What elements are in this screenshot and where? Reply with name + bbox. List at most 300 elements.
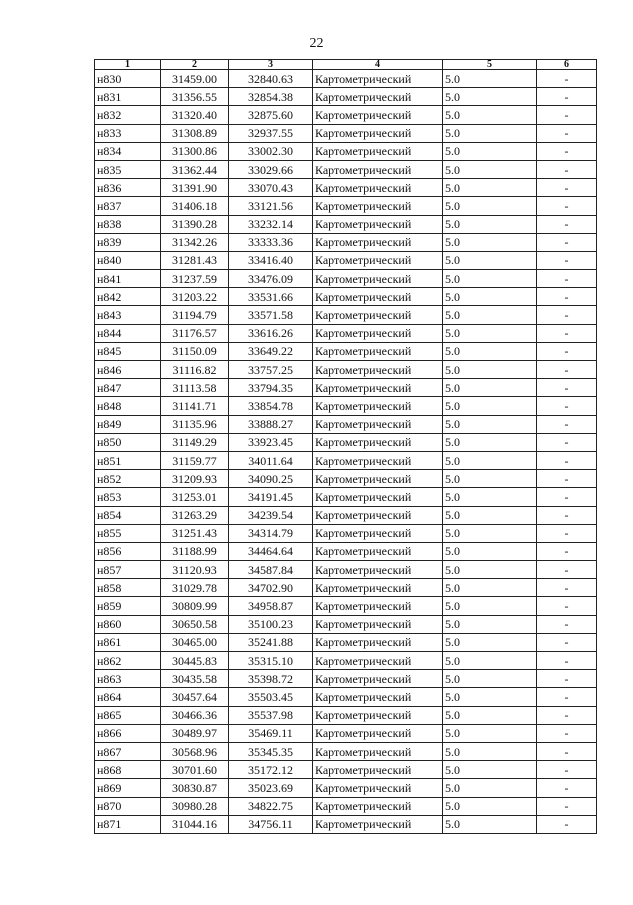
description-cell: - (537, 88, 597, 106)
description-cell: - (537, 815, 597, 833)
method-cell: Картометрический (313, 342, 443, 360)
accuracy-cell: 5.0 (443, 488, 537, 506)
description-cell: - (537, 542, 597, 560)
table-row (95, 70, 597, 88)
y-coordinate-cell: 32840.63 (229, 70, 313, 88)
table-row (95, 270, 597, 288)
description-cell: - (537, 615, 597, 633)
description-cell: - (537, 579, 597, 597)
table-row (95, 251, 597, 269)
description-cell: - (537, 652, 597, 670)
method-cell: Картометрический (313, 306, 443, 324)
table-row (95, 561, 597, 579)
y-coordinate-cell: 32875.60 (229, 106, 313, 124)
description-cell: - (537, 306, 597, 324)
x-coordinate-cell: 31150.09 (161, 342, 229, 360)
description-cell: - (537, 124, 597, 142)
x-coordinate-cell: 30445.83 (161, 652, 229, 670)
point-name-cell: н836 (95, 179, 161, 197)
point-name-cell: н854 (95, 506, 161, 524)
point-name-cell: н837 (95, 197, 161, 215)
y-coordinate-cell: 33121.56 (229, 197, 313, 215)
table-body (95, 70, 597, 834)
accuracy-cell: 5.0 (443, 270, 537, 288)
table-row (95, 815, 597, 833)
x-coordinate-cell: 30980.28 (161, 797, 229, 815)
x-coordinate-cell: 31135.96 (161, 415, 229, 433)
y-coordinate-cell: 34464.64 (229, 542, 313, 560)
accuracy-cell: 5.0 (443, 415, 537, 433)
table-header (95, 60, 597, 70)
y-coordinate-cell: 34011.64 (229, 451, 313, 469)
method-cell: Картометрический (313, 451, 443, 469)
method-cell: Картометрический (313, 688, 443, 706)
method-cell: Картометрический (313, 70, 443, 88)
table-row (95, 88, 597, 106)
x-coordinate-cell: 30650.58 (161, 615, 229, 633)
description-cell: - (537, 142, 597, 160)
accuracy-cell: 5.0 (443, 342, 537, 360)
y-coordinate-cell: 32937.55 (229, 124, 313, 142)
point-name-cell: н832 (95, 106, 161, 124)
x-coordinate-cell: 31251.43 (161, 524, 229, 542)
method-cell: Картометрический (313, 415, 443, 433)
x-coordinate-cell: 30457.64 (161, 688, 229, 706)
method-cell: Картометрический (313, 670, 443, 688)
x-coordinate-cell: 31149.29 (161, 433, 229, 451)
y-coordinate-cell: 35469.11 (229, 724, 313, 742)
point-name-cell: н843 (95, 306, 161, 324)
y-coordinate-cell: 35537.98 (229, 706, 313, 724)
table-row (95, 488, 597, 506)
point-name-cell: н850 (95, 433, 161, 451)
y-coordinate-cell: 32854.38 (229, 88, 313, 106)
description-cell: - (537, 70, 597, 88)
y-coordinate-cell: 35172.12 (229, 761, 313, 779)
point-name-cell: н848 (95, 397, 161, 415)
y-coordinate-cell: 33531.66 (229, 288, 313, 306)
table-row (95, 688, 597, 706)
description-cell: - (537, 397, 597, 415)
method-cell: Картометрический (313, 251, 443, 269)
method-cell: Картометрический (313, 506, 443, 524)
description-cell: - (537, 106, 597, 124)
method-cell: Картометрический (313, 561, 443, 579)
y-coordinate-cell: 33888.27 (229, 415, 313, 433)
description-cell: - (537, 524, 597, 542)
x-coordinate-cell: 31194.79 (161, 306, 229, 324)
y-coordinate-cell: 33416.40 (229, 251, 313, 269)
x-coordinate-cell: 31356.55 (161, 88, 229, 106)
x-coordinate-cell: 31281.43 (161, 251, 229, 269)
accuracy-cell: 5.0 (443, 724, 537, 742)
x-coordinate-cell: 31113.58 (161, 379, 229, 397)
method-cell: Картометрический (313, 524, 443, 542)
y-coordinate-cell: 33070.43 (229, 179, 313, 197)
accuracy-cell: 5.0 (443, 706, 537, 724)
table-row (95, 597, 597, 615)
y-coordinate-cell: 35315.10 (229, 652, 313, 670)
method-cell: Картометрический (313, 288, 443, 306)
y-coordinate-cell: 34702.90 (229, 579, 313, 597)
point-name-cell: н869 (95, 779, 161, 797)
description-cell: - (537, 215, 597, 233)
method-cell: Картометрический (313, 542, 443, 560)
x-coordinate-cell: 31263.29 (161, 506, 229, 524)
x-coordinate-cell: 31159.77 (161, 451, 229, 469)
y-coordinate-cell: 35241.88 (229, 633, 313, 651)
point-name-cell: н852 (95, 470, 161, 488)
accuracy-cell: 5.0 (443, 70, 537, 88)
point-name-cell: н842 (95, 288, 161, 306)
accuracy-cell: 5.0 (443, 306, 537, 324)
method-cell: Картометрический (313, 124, 443, 142)
point-name-cell: н838 (95, 215, 161, 233)
table-row (95, 288, 597, 306)
y-coordinate-cell: 33854.78 (229, 397, 313, 415)
table-row (95, 124, 597, 142)
point-name-cell: н863 (95, 670, 161, 688)
y-coordinate-cell: 35023.69 (229, 779, 313, 797)
header-cell: 6 (537, 60, 597, 70)
accuracy-cell: 5.0 (443, 233, 537, 251)
accuracy-cell: 5.0 (443, 361, 537, 379)
y-coordinate-cell: 33333.36 (229, 233, 313, 251)
description-cell: - (537, 233, 597, 251)
description-cell: - (537, 179, 597, 197)
point-name-cell: н856 (95, 542, 161, 560)
table-row (95, 415, 597, 433)
method-cell: Картометрический (313, 706, 443, 724)
header-cell: 4 (313, 60, 443, 70)
coordinates-table (94, 59, 597, 834)
method-cell: Картометрический (313, 106, 443, 124)
accuracy-cell: 5.0 (443, 761, 537, 779)
method-cell: Картометрический (313, 779, 443, 797)
x-coordinate-cell: 31209.93 (161, 470, 229, 488)
accuracy-cell: 5.0 (443, 579, 537, 597)
description-cell: - (537, 506, 597, 524)
y-coordinate-cell: 34958.87 (229, 597, 313, 615)
x-coordinate-cell: 31029.78 (161, 579, 229, 597)
point-name-cell: н861 (95, 633, 161, 651)
point-name-cell: н851 (95, 451, 161, 469)
x-coordinate-cell: 31116.82 (161, 361, 229, 379)
description-cell: - (537, 379, 597, 397)
point-name-cell: н855 (95, 524, 161, 542)
x-coordinate-cell: 31253.01 (161, 488, 229, 506)
description-cell: - (537, 270, 597, 288)
y-coordinate-cell: 33476.09 (229, 270, 313, 288)
table-row (95, 542, 597, 560)
description-cell: - (537, 597, 597, 615)
point-name-cell: н840 (95, 251, 161, 269)
x-coordinate-cell: 30466.36 (161, 706, 229, 724)
description-cell: - (537, 415, 597, 433)
method-cell: Картометрический (313, 361, 443, 379)
table-row (95, 342, 597, 360)
y-coordinate-cell: 33002.30 (229, 142, 313, 160)
table-row (95, 433, 597, 451)
y-coordinate-cell: 34191.45 (229, 488, 313, 506)
method-cell: Картометрический (313, 761, 443, 779)
method-cell: Картометрический (313, 615, 443, 633)
table-row (95, 324, 597, 342)
description-cell: - (537, 742, 597, 760)
description-cell: - (537, 561, 597, 579)
accuracy-cell: 5.0 (443, 524, 537, 542)
method-cell: Картометрический (313, 324, 443, 342)
method-cell: Картометрический (313, 597, 443, 615)
method-cell: Картометрический (313, 488, 443, 506)
x-coordinate-cell: 31300.86 (161, 142, 229, 160)
x-coordinate-cell: 31120.93 (161, 561, 229, 579)
point-name-cell: н871 (95, 815, 161, 833)
description-cell: - (537, 633, 597, 651)
method-cell: Картометрический (313, 215, 443, 233)
table-row (95, 451, 597, 469)
x-coordinate-cell: 31141.71 (161, 397, 229, 415)
table-row (95, 215, 597, 233)
accuracy-cell: 5.0 (443, 506, 537, 524)
table-row (95, 142, 597, 160)
table-row (95, 179, 597, 197)
method-cell: Картометрический (313, 197, 443, 215)
y-coordinate-cell: 35100.23 (229, 615, 313, 633)
y-coordinate-cell: 34090.25 (229, 470, 313, 488)
accuracy-cell: 5.0 (443, 433, 537, 451)
accuracy-cell: 5.0 (443, 561, 537, 579)
method-cell: Картометрический (313, 179, 443, 197)
table-row (95, 670, 597, 688)
point-name-cell: н866 (95, 724, 161, 742)
accuracy-cell: 5.0 (443, 124, 537, 142)
description-cell: - (537, 361, 597, 379)
table-row (95, 724, 597, 742)
accuracy-cell: 5.0 (443, 542, 537, 560)
method-cell: Картометрический (313, 397, 443, 415)
method-cell: Картометрический (313, 379, 443, 397)
point-name-cell: н839 (95, 233, 161, 251)
table-row (95, 633, 597, 651)
accuracy-cell: 5.0 (443, 451, 537, 469)
x-coordinate-cell: 31320.40 (161, 106, 229, 124)
method-cell: Картометрический (313, 742, 443, 760)
table-row (95, 197, 597, 215)
x-coordinate-cell: 30701.60 (161, 761, 229, 779)
description-cell: - (537, 251, 597, 269)
point-name-cell: н862 (95, 652, 161, 670)
table-row (95, 797, 597, 815)
point-name-cell: н847 (95, 379, 161, 397)
accuracy-cell: 5.0 (443, 779, 537, 797)
point-name-cell: н849 (95, 415, 161, 433)
description-cell: - (537, 670, 597, 688)
point-name-cell: н865 (95, 706, 161, 724)
y-coordinate-cell: 33616.26 (229, 324, 313, 342)
x-coordinate-cell: 30435.58 (161, 670, 229, 688)
x-coordinate-cell: 31044.16 (161, 815, 229, 833)
x-coordinate-cell: 31390.28 (161, 215, 229, 233)
method-cell: Картометрический (313, 797, 443, 815)
description-cell: - (537, 324, 597, 342)
y-coordinate-cell: 35345.35 (229, 742, 313, 760)
description-cell: - (537, 779, 597, 797)
x-coordinate-cell: 30489.97 (161, 724, 229, 742)
accuracy-cell: 5.0 (443, 88, 537, 106)
accuracy-cell: 5.0 (443, 815, 537, 833)
point-name-cell: н846 (95, 361, 161, 379)
table-row (95, 761, 597, 779)
table-row (95, 233, 597, 251)
table-row (95, 106, 597, 124)
header-cell: 1 (95, 60, 161, 70)
y-coordinate-cell: 34822.75 (229, 797, 313, 815)
y-coordinate-cell: 33029.66 (229, 160, 313, 178)
accuracy-cell: 5.0 (443, 160, 537, 178)
method-cell: Картометрический (313, 233, 443, 251)
accuracy-cell: 5.0 (443, 142, 537, 160)
y-coordinate-cell: 33923.45 (229, 433, 313, 451)
table-row (95, 742, 597, 760)
point-name-cell: н860 (95, 615, 161, 633)
point-name-cell: н870 (95, 797, 161, 815)
description-cell: - (537, 797, 597, 815)
accuracy-cell: 5.0 (443, 797, 537, 815)
header-row (95, 60, 597, 70)
point-name-cell: н864 (95, 688, 161, 706)
point-name-cell: н834 (95, 142, 161, 160)
accuracy-cell: 5.0 (443, 197, 537, 215)
x-coordinate-cell: 31203.22 (161, 288, 229, 306)
method-cell: Картометрический (313, 579, 443, 597)
method-cell: Картометрический (313, 815, 443, 833)
table-row (95, 379, 597, 397)
table-row (95, 615, 597, 633)
header-cell: 2 (161, 60, 229, 70)
table-row (95, 779, 597, 797)
point-name-cell: н845 (95, 342, 161, 360)
accuracy-cell: 5.0 (443, 106, 537, 124)
accuracy-cell: 5.0 (443, 251, 537, 269)
accuracy-cell: 5.0 (443, 215, 537, 233)
y-coordinate-cell: 34756.11 (229, 815, 313, 833)
y-coordinate-cell: 34314.79 (229, 524, 313, 542)
method-cell: Картометрический (313, 470, 443, 488)
point-name-cell: н853 (95, 488, 161, 506)
description-cell: - (537, 160, 597, 178)
accuracy-cell: 5.0 (443, 597, 537, 615)
point-name-cell: н835 (95, 160, 161, 178)
description-cell: - (537, 451, 597, 469)
accuracy-cell: 5.0 (443, 652, 537, 670)
accuracy-cell: 5.0 (443, 397, 537, 415)
description-cell: - (537, 688, 597, 706)
x-coordinate-cell: 31176.57 (161, 324, 229, 342)
point-name-cell: н841 (95, 270, 161, 288)
point-name-cell: н858 (95, 579, 161, 597)
x-coordinate-cell: 30830.87 (161, 779, 229, 797)
accuracy-cell: 5.0 (443, 688, 537, 706)
x-coordinate-cell: 31237.59 (161, 270, 229, 288)
point-name-cell: н857 (95, 561, 161, 579)
description-cell: - (537, 197, 597, 215)
point-name-cell: н833 (95, 124, 161, 142)
description-cell: - (537, 288, 597, 306)
y-coordinate-cell: 33232.14 (229, 215, 313, 233)
accuracy-cell: 5.0 (443, 179, 537, 197)
description-cell: - (537, 724, 597, 742)
accuracy-cell: 5.0 (443, 379, 537, 397)
x-coordinate-cell: 31406.18 (161, 197, 229, 215)
y-coordinate-cell: 35503.45 (229, 688, 313, 706)
method-cell: Картометрический (313, 270, 443, 288)
x-coordinate-cell: 30809.99 (161, 597, 229, 615)
method-cell: Картометрический (313, 652, 443, 670)
table-row (95, 397, 597, 415)
x-coordinate-cell: 31308.89 (161, 124, 229, 142)
description-cell: - (537, 761, 597, 779)
method-cell: Картометрический (313, 160, 443, 178)
y-coordinate-cell: 33794.35 (229, 379, 313, 397)
y-coordinate-cell: 33571.58 (229, 306, 313, 324)
description-cell: - (537, 470, 597, 488)
accuracy-cell: 5.0 (443, 670, 537, 688)
description-cell: - (537, 706, 597, 724)
table-row (95, 306, 597, 324)
accuracy-cell: 5.0 (443, 615, 537, 633)
description-cell: - (537, 342, 597, 360)
point-name-cell: н867 (95, 742, 161, 760)
table-row (95, 706, 597, 724)
point-name-cell: н868 (95, 761, 161, 779)
header-cell: 3 (229, 60, 313, 70)
table-row (95, 470, 597, 488)
method-cell: Картометрический (313, 433, 443, 451)
y-coordinate-cell: 33757.25 (229, 361, 313, 379)
point-name-cell: н830 (95, 70, 161, 88)
method-cell: Картометрический (313, 88, 443, 106)
method-cell: Картометрический (313, 724, 443, 742)
method-cell: Картометрический (313, 633, 443, 651)
y-coordinate-cell: 33649.22 (229, 342, 313, 360)
description-cell: - (537, 488, 597, 506)
accuracy-cell: 5.0 (443, 470, 537, 488)
table-row (95, 524, 597, 542)
accuracy-cell: 5.0 (443, 324, 537, 342)
point-name-cell: н831 (95, 88, 161, 106)
x-coordinate-cell: 31459.00 (161, 70, 229, 88)
accuracy-cell: 5.0 (443, 288, 537, 306)
x-coordinate-cell: 31362.44 (161, 160, 229, 178)
y-coordinate-cell: 35398.72 (229, 670, 313, 688)
accuracy-cell: 5.0 (443, 633, 537, 651)
x-coordinate-cell: 31391.90 (161, 179, 229, 197)
header-cell: 5 (443, 60, 537, 70)
method-cell: Картометрический (313, 142, 443, 160)
table-row (95, 652, 597, 670)
y-coordinate-cell: 34587.84 (229, 561, 313, 579)
x-coordinate-cell: 31188.99 (161, 542, 229, 560)
table-row (95, 506, 597, 524)
y-coordinate-cell: 34239.54 (229, 506, 313, 524)
point-name-cell: н844 (95, 324, 161, 342)
table-row (95, 579, 597, 597)
accuracy-cell: 5.0 (443, 742, 537, 760)
page-number: 22 (309, 36, 324, 51)
x-coordinate-cell: 30568.96 (161, 742, 229, 760)
point-name-cell: н859 (95, 597, 161, 615)
